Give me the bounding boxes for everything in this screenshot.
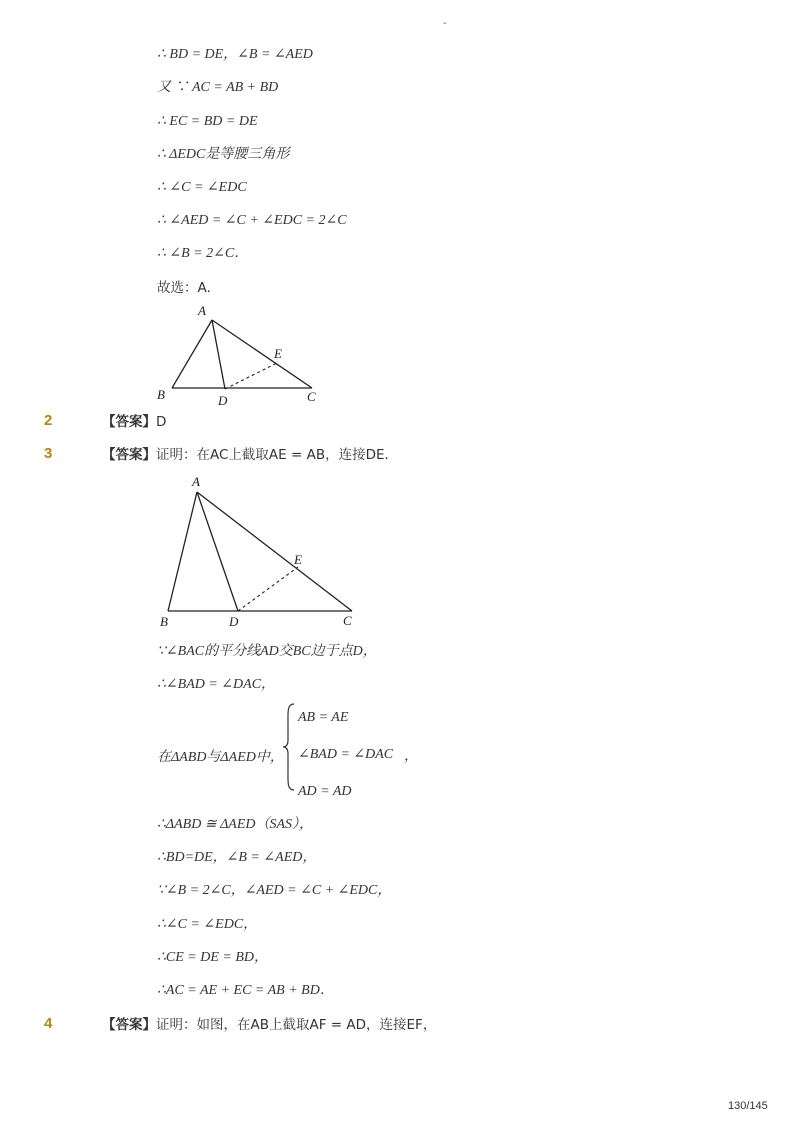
system-suffix: ， — [404, 749, 418, 764]
proof-line: ∴AC = AE + EC = AB + BD． — [157, 983, 334, 998]
system-equation: AD = AD — [298, 784, 352, 799]
label-d: D — [229, 614, 239, 629]
proof-line: ∴ EC = BD = DE — [157, 114, 258, 129]
answer-line — [102, 1016, 436, 1034]
triangle-figure-2 — [150, 470, 370, 635]
proof-line: ∴ ∠C = ∠EDC — [157, 180, 247, 195]
label-a: A — [192, 474, 200, 489]
label-b: B — [157, 387, 165, 402]
question-number: 2 — [44, 412, 53, 429]
system-prefix: 在ΔABD与ΔAED中， — [157, 750, 284, 765]
proof-line: ∴CE = DE = BD， — [157, 950, 269, 965]
label-c: C — [307, 389, 316, 404]
label-b: B — [160, 614, 168, 629]
proof-line: ∴ ∠AED = ∠C + ∠EDC = 2∠C — [157, 213, 347, 228]
label-e: E — [274, 346, 282, 361]
proof-line: ∴ BD = DE，∠B = ∠AED — [157, 47, 313, 62]
proof-line: ∵∠B = 2∠C，∠AED = ∠C + ∠EDC， — [157, 883, 392, 898]
answer-tag: 【答案】 — [102, 447, 156, 463]
conclusion-line: 故选：A． — [157, 280, 221, 296]
proof-line: ∵∠BAC的平分线AD交BC边于点D， — [157, 644, 377, 659]
brace-icon — [282, 702, 296, 792]
page-number: 130/145 — [728, 1100, 768, 1112]
answer-line — [102, 446, 398, 464]
proof-line: 又 ∵ AC = AB + BD — [157, 80, 279, 95]
system-equation: AB = AE — [298, 710, 349, 725]
question-number: 3 — [44, 445, 53, 462]
header-mark: - — [443, 18, 447, 29]
answer-tag: 【答案】 — [102, 1017, 156, 1033]
label-e: E — [294, 552, 302, 567]
label-d: D — [218, 393, 228, 408]
triangle-figure-1 — [150, 300, 330, 410]
proof-line: ∴BD=DE，∠B = ∠AED， — [157, 850, 317, 865]
answer-value: D — [156, 414, 167, 430]
answer-tag: 【答案】 — [102, 414, 156, 430]
label-a: A — [198, 303, 206, 318]
proof-line: ∴ ∠B = 2∠C． — [157, 246, 249, 261]
proof-line: ∴ΔABD ≅ ΔAED（SAS）， — [157, 817, 314, 832]
question-number: 4 — [44, 1015, 53, 1032]
proof-line: ∴ ΔEDC是等腰三角形 — [157, 147, 290, 162]
proof-line: ∴∠BAD = ∠DAC， — [157, 677, 276, 692]
proof-line: ∴∠C = ∠EDC， — [157, 917, 258, 932]
answer-text: 证明：如图，在AB上截取AF = AD，连接EF， — [156, 1017, 437, 1033]
answer-text: 证明：在AC上截取AE = AB，连接DE． — [156, 447, 399, 463]
label-c: C — [343, 613, 352, 628]
answer-line — [102, 413, 166, 431]
system-equation: ∠BAD = ∠DAC — [298, 747, 394, 762]
